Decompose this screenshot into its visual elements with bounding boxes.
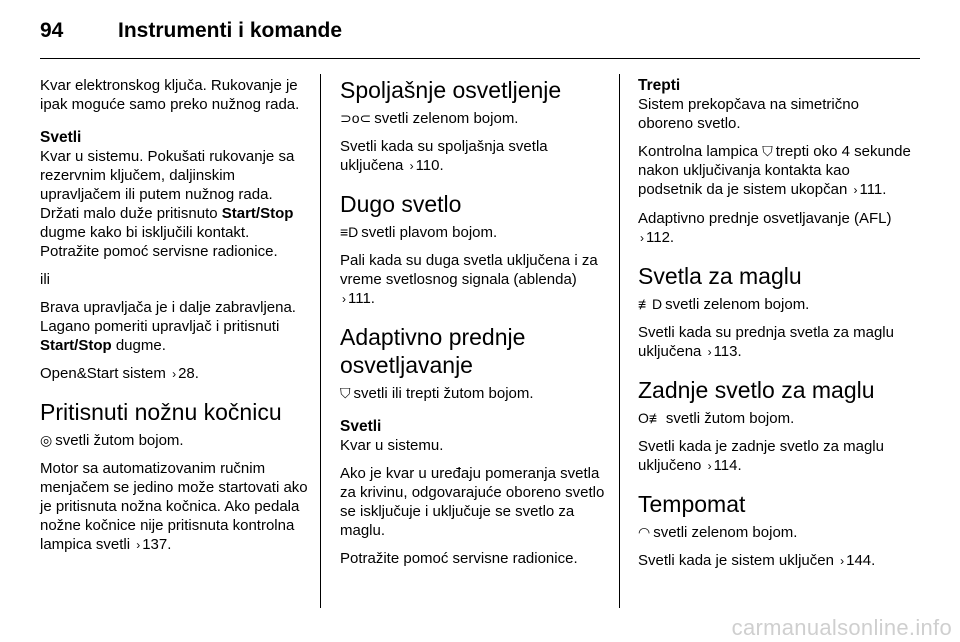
rear-fog-heading: Zadnje svetlo za maglu [638, 377, 875, 403]
header-rule [40, 58, 920, 59]
fog-lights-heading: Svetla za maglu [638, 263, 802, 289]
afl-fault-short: Kvar u sistemu. [340, 437, 444, 454]
cruise-lamp-text: ◠ svetli zelenom bojom. [638, 524, 798, 541]
reference-arrow-icon: › [342, 292, 346, 306]
page-reference-link[interactable]: 111. [348, 290, 375, 307]
brake-lamp-text: ◎ svetli žutom bojom. [40, 432, 184, 449]
page-reference-link[interactable]: 137. [142, 536, 172, 553]
brake-pedal-icon: ◎ [40, 432, 53, 448]
brake-heading: Pritisnuti nožnu kočnicu [40, 399, 282, 425]
trepti-text: Sistem prekopčava na simetrično oboreno svetlo. [638, 96, 859, 132]
cruise-control-heading: Tempomat [638, 491, 746, 517]
lamp-flash-text: Kontrolna lampica ⛉ trepti oko 4 sekunde nakon uključivanja kontakta kao podsetnik da je sistem ukopčan › 111. [638, 143, 911, 198]
reference-arrow-icon: › [172, 367, 177, 381]
page-reference-link[interactable]: 28. [178, 365, 199, 382]
start-stop-label: Start/Stop [221, 205, 294, 222]
afl-icon: ⛉ [340, 385, 351, 401]
reference-arrow-icon: › [409, 159, 414, 173]
reference-arrow-icon: › [707, 345, 712, 359]
fog-lamp-text: ≢D svetli zelenom bojom. [638, 296, 810, 313]
reference-arrow-icon: › [640, 231, 644, 245]
reference-arrow-icon: › [840, 554, 845, 568]
column-3 [638, 76, 913, 580]
cruise-description: Svetli kada je sistem uključen › 144. [638, 552, 876, 569]
high-beam-heading: Dugo svetlo [340, 191, 462, 217]
page-reference-link[interactable]: 144. [846, 552, 876, 569]
exterior-lights-heading: Spoljašnje osvetljenje [340, 77, 562, 103]
page-reference-link[interactable]: 113. [713, 343, 742, 360]
high-beam-icon: ≡D [340, 224, 359, 240]
key-fault-text: Kvar elektronskog ključa. Rukovanje je ipak moguće samo preko nužnog rada. [40, 77, 300, 113]
fog-description: Svetli kada su prednja svetla za maglu uključena › 113. [638, 324, 894, 360]
column-divider-2 [619, 74, 620, 608]
afl-heading: Adaptivno prednje osvetljavanje [340, 324, 526, 378]
page-number: 94 [40, 19, 64, 42]
cruise-control-icon: ◠ [638, 524, 651, 540]
svetli-heading: Svetli [340, 418, 382, 435]
afl-service-text: Potražite pomoć servisne radionice. [340, 550, 578, 567]
brake-description: Motor sa automatizovanim ručnim menjačem se jedino može startovati ako je pritisnuta nožna kočnica. Ako pedala nožne kočnice nije pritisnuta kontrolna lampica svetli › 137. [40, 460, 308, 553]
reference-arrow-icon: › [707, 459, 712, 473]
exterior-lamp-text: ⊃o⊂ svetli zelenom bojom. [340, 110, 519, 127]
rear-fog-light-icon: O≢ [638, 410, 663, 426]
page-reference-link[interactable]: 114. [713, 457, 742, 474]
column-1 [40, 76, 308, 564]
or-text: ili [40, 271, 50, 288]
svetli-heading: Svetli [40, 129, 82, 146]
afl-ref-text: Adaptivno prednje osvetljavanje (AFL) › 112. [638, 210, 892, 246]
trepti-heading: Trepti [638, 77, 681, 94]
rear-fog-lamp-text: O≢ svetli žutom bojom. [638, 410, 795, 427]
page-reference-link[interactable]: 112. [646, 229, 675, 246]
page-reference-link[interactable]: 110. [415, 157, 444, 174]
exterior-description: Svetli kada su spoljašnja svetla uključena › 110. [340, 138, 548, 174]
afl-fault-text: Ako je kvar u uređaju pomeranja svetla za krivinu, odgovarajuće oboreno svetlo se isključuje i uključuje se svetlo za maglu. [340, 465, 605, 539]
column-2 [340, 76, 608, 577]
chapter-title: Instrumenti i komande [118, 19, 343, 42]
exterior-lights-icon: ⊃o⊂ [340, 110, 372, 126]
afl-icon: ⛉ [762, 143, 773, 159]
reference-arrow-icon: › [853, 183, 858, 197]
page-header [40, 19, 342, 49]
start-stop-label: Start/Stop [40, 337, 112, 354]
high-beam-lamp-text: ≡D svetli plavom bojom. [340, 224, 498, 241]
rear-fog-description: Svetli kada je zadnje svetlo za maglu uključeno › 114. [638, 438, 884, 474]
steering-lock-text: Brava upravljača je i dalje zabravljena. Lagano pomeriti upravljač i pritisnuti Start/Stop dugme. [40, 299, 296, 354]
watermark: carmanualsonline.info [731, 615, 952, 640]
page-reference-link[interactable]: 111. [859, 181, 887, 198]
column-divider-1 [320, 74, 321, 608]
reference-arrow-icon: › [136, 538, 141, 552]
system-fault-text: Kvar u sistemu. Pokušati rukovanje sa rezervnim ključem, daljinskim upravljačem ili putem nužnog rada. Držati malo duže pritisnuto Start/Stop dugme kako bi isključili kontakt. Potražite pomoć servisne radionice. [40, 148, 295, 260]
afl-lamp-text: ⛉ svetli ili trepti žutom bojom. [340, 385, 534, 402]
high-beam-description: Pali kada su duga svetla uključena i za vreme svetlosnog signala (ablenda) › 111. [340, 252, 598, 307]
open-start-ref: Open&Start sistem › 28. [40, 365, 199, 382]
fog-light-icon: ≢D [638, 296, 663, 312]
